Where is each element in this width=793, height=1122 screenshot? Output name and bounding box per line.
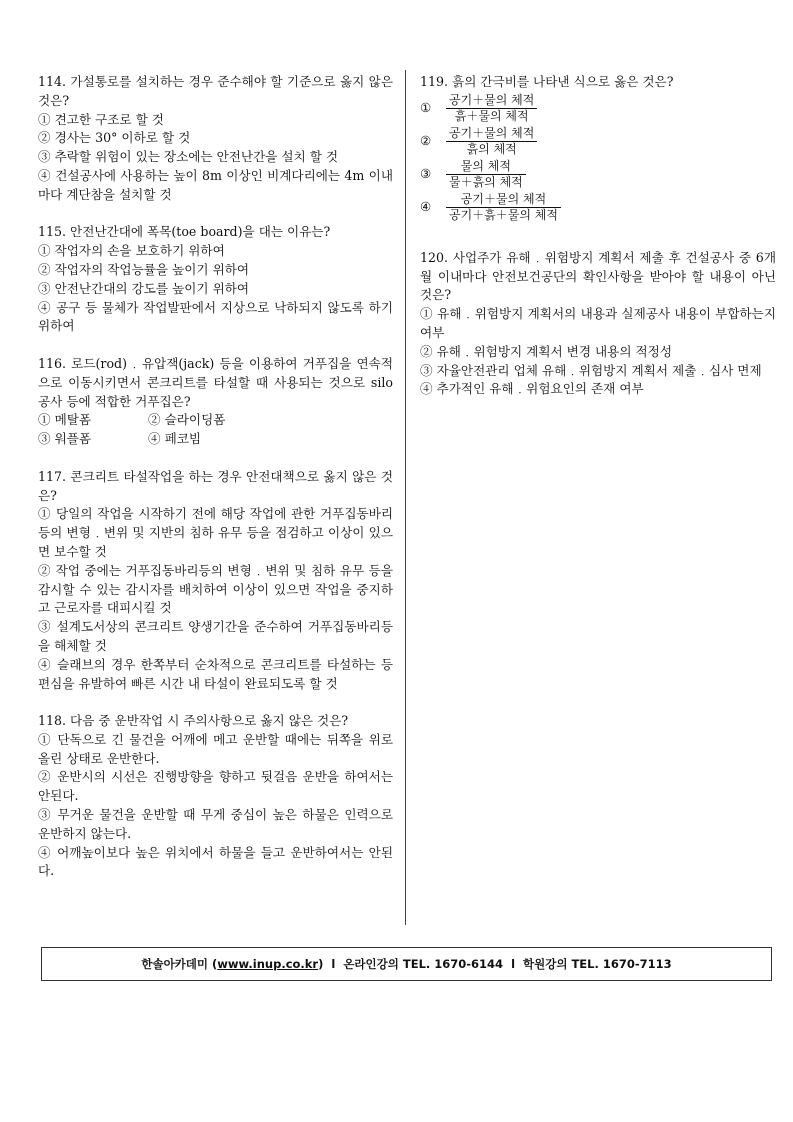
- option-1: ① 메탈폼: [38, 412, 92, 428]
- option-number: ②: [420, 132, 432, 148]
- option-4: ④ 어깨높이보다 높은 위치에서 하물을 들고 운반하여서는 안된다.: [38, 844, 393, 879]
- option-4: ④ 추가적인 유해﹒위험요인의 존재 여부: [420, 381, 644, 397]
- option-4: ④ 공구 등 물체가 작업발판에서 지상으로 낙하되지 않도록 하기 위하여: [38, 299, 393, 334]
- right-column: [420, 73, 776, 418]
- fraction: [442, 159, 530, 190]
- fraction: [442, 126, 541, 157]
- denominator: 흙의 체적: [466, 141, 517, 156]
- option-1: ① 당일의 작업을 시작하기 전에 해당 작업에 관한 거푸집동바리등의 변형﹒변위 및 지반의 침하 유무 등을 점검하고 이상이 있으면 보수할 것: [38, 506, 393, 559]
- option-2: ② 경사는 30° 이하로 할 것: [38, 130, 191, 146]
- numerator: 공기＋물의 체적: [460, 191, 547, 206]
- option-4: ④ 페코빔: [148, 431, 202, 447]
- option-2: [420, 126, 776, 157]
- question-stem: 119. 흙의 간극비를 나타낸 식으로 옳은 것은?: [420, 74, 674, 89]
- question-117: [38, 468, 393, 694]
- question-118: [38, 712, 393, 881]
- fraction: [442, 192, 565, 223]
- option-2: ② 운반시의 시선은 진행방향을 향하고 뒷걸음 운반을 하여서는 안된다.: [38, 769, 393, 804]
- footer-banner: [41, 947, 772, 981]
- option-1: [420, 93, 776, 124]
- question-114: [38, 73, 393, 205]
- option-1: ① 견고한 구조로 할 것: [38, 111, 164, 127]
- option-number: ③: [420, 165, 432, 181]
- question-115: [38, 223, 393, 336]
- option-4: [420, 192, 776, 223]
- option-row: [38, 430, 393, 449]
- footer-contact: ) l 온라인강의 TEL. 1670-6144 l 학원강의 TEL. 1670-7113: [318, 957, 672, 971]
- numerator: 물의 체적: [460, 158, 511, 173]
- option-number: ①: [420, 99, 432, 115]
- column-divider: [405, 70, 406, 925]
- numerator: 공기＋물의 체적: [449, 125, 535, 140]
- option-3: ③ 추락할 위험이 있는 장소에는 안전난간을 설치 할 것: [38, 149, 339, 165]
- denominator: 공기＋흙＋물의 체적: [449, 207, 558, 222]
- footer-url-link[interactable]: www.inup.co.kr: [217, 957, 319, 971]
- question-stem: 117. 콘크리트 타설작업을 하는 경우 안전대책으로 옳지 않은 것은?: [38, 468, 393, 503]
- question-stem: 114. 가설통로를 설치하는 경우 준수해야 할 기준으로 옳지 않은 것은?: [38, 74, 393, 108]
- question-stem: 115. 안전난간대에 폭목(toe board)을 대는 이유는?: [38, 224, 331, 240]
- left-column: [38, 73, 393, 900]
- option-4: ④ 건설공사에 사용하는 높이 8m 이상인 비계다리에는 4m 이내마다 계단참을 설치할 것: [38, 167, 393, 202]
- option-2: ② 유해﹒위험방지 계획서 변경 내용의 적정성: [420, 343, 673, 359]
- option-1: ① 작업자의 손을 보호하기 위하여: [38, 243, 225, 259]
- option-2: ② 슬라이딩폼: [148, 412, 226, 428]
- denominator: 물＋흙의 체적: [449, 174, 523, 189]
- option-2: ② 작업자의 작업능률을 높이기 위하여: [38, 261, 250, 277]
- option-2: ② 작업 중에는 거푸집동바리등의 변형﹒변위 및 침하 유무 등을 감시할 수 있는 감시자를 배치하여 이상이 있으면 작업을 중지하고 근로자를 대피시킬 것: [38, 562, 393, 616]
- option-3: ③ 무거운 물건을 운반할 때 무게 중심이 높은 하물은 인력으로 운반하지 않는다.: [38, 807, 393, 841]
- option-3: ③ 워플폼: [38, 431, 92, 447]
- option-3: [420, 159, 776, 190]
- option-3: ③ 안전난간대의 강도를 높이기 위하여: [38, 280, 250, 296]
- option-number: ④: [420, 198, 432, 214]
- question-stem: 118. 다음 중 운반작업 시 주의사항으로 옳지 않은 것은?: [38, 713, 349, 729]
- question-116: [38, 355, 393, 449]
- question-stem: 116. 로드(rod)﹒유압잭(jack) 등을 이용하여 거푸집을 연속적으로 이동시키면서 콘크리트를 타설할 때 사용되는 것으로 silo 공사 등에 적합한 거푸집은?: [38, 355, 393, 409]
- option-1: ① 단독으로 긴 물건을 어깨에 메고 운반할 때에는 뒤쪽을 위로 올린 상태로 운반한다.: [38, 731, 393, 766]
- option-row: [38, 411, 393, 430]
- question-119: [420, 73, 776, 223]
- fraction: [442, 93, 541, 124]
- footer-brand: 한솔아카데미 (: [141, 957, 218, 971]
- option-4: ④ 슬래브의 경우 한쪽부터 순차적으로 콘크리트를 타설하는 등 편심을 유발하여 빠른 시간 내 타설이 완료되도록 할 것: [38, 656, 393, 691]
- question-stem: 120. 사업주가 유해﹒위험방지 계획서 제출 후 건설공사 중 6개월 이내마다 안전보건공단의 확인사항을 받아야 할 내용이 아닌 것은?: [420, 249, 776, 303]
- option-1: ① 유해﹒위험방지 계획서의 내용과 실제공사 내용이 부합하는지 여부: [420, 306, 776, 340]
- denominator: 흙＋물의 체적: [454, 108, 529, 123]
- question-120: [420, 249, 776, 399]
- numerator: 공기＋물의 체적: [449, 92, 535, 107]
- option-3: ③ 설계도서상의 콘크리트 양생기간을 준수하여 거푸집동바리등을 해체할 것: [38, 619, 393, 653]
- option-3: ③ 자율안전관리 업체 유해﹒위험방지 계획서 제출﹒심사 면제: [420, 362, 762, 378]
